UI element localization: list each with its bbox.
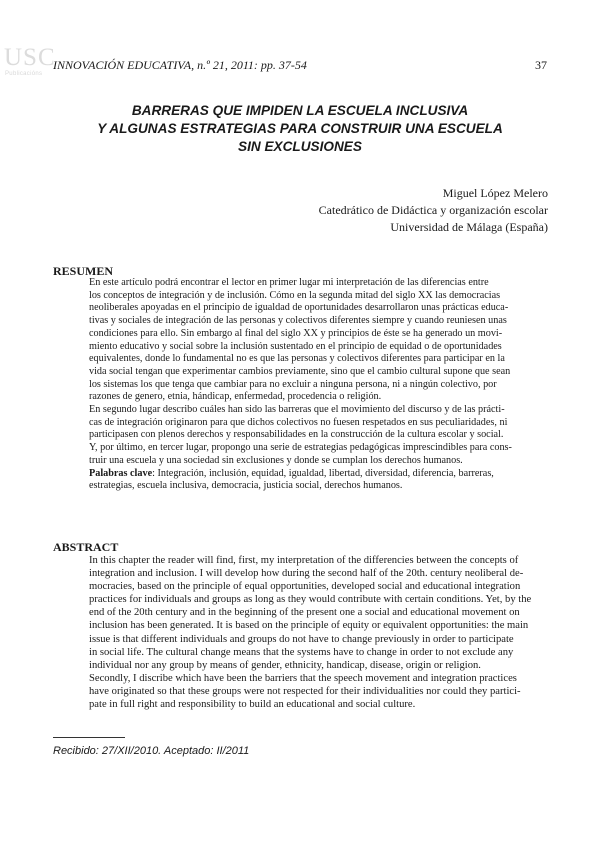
article-title [60,102,540,156]
page-number: 37 [535,58,547,72]
logo-subtext: Publicacións [5,71,43,77]
author-block [319,185,548,236]
author-institution: Universidad de Málaga (España) [390,220,548,234]
title-line: SIN EXCLUSIONES [238,139,362,154]
abstract-line: issue is that different individuals and groups do not have to change previously in order to participate [89,633,514,645]
resumen-line: miento educativo y social sobre la inclusión sustentado en el principio de equidad o de oportunidades [89,340,502,352]
journal-citation: INNOVACIÓN EDUCATIVA, n.º 21, 2011: pp. 37-54 [53,58,307,72]
abstract-line: integration and inclusion. I will develop how during the second half of the 20th. century neoliberal de- [89,568,524,580]
resumen-line: cas de integración originaron para que dichos colectivos no fuesen respetados en sus peculiaridades, ni [89,416,508,428]
resumen-line: En este artículo podrá encontrar el lector en primer lugar mi interpretación de las diferencias entre [89,277,489,288]
keywords-text: : Integración, inclusión, equidad, igualdad, libertad, diversidad, diferencia, barreras, [152,467,494,479]
abstract-line: individual nor any group by means of gender, ethnicity, handicap, disease, origin or religion. [89,659,481,671]
resumen-heading: RESUMEN [53,264,114,278]
title-line: BARRERAS QUE IMPIDEN LA ESCUELA INCLUSIVA [131,103,469,118]
resumen-line: truir una escuela y una sociedad sin exclusiones y donde se cumplan los derechos humanos. [89,454,463,466]
keywords-label: Palabras clave [89,467,153,479]
abstract-line: practices for individuals and groups as long as they would contribute with certain conditions. Yet, by the [89,594,532,606]
resumen-line: participasen con plenos derechos y responsabilidades en la construcción de la cultura escolar y social. [89,429,504,441]
resumen-body [89,277,547,493]
abstract-line: In this chapter the reader will find, first, my interpretation of the differencies between the concepts of [89,555,519,566]
abstract-line: in social life. The cultural change means that the systems have to change in order to not exclude any [89,646,514,658]
resumen-line: equivalentes, donde lo fundamental no es que las personas y colectivos diferentes para participar en la [89,353,505,365]
abstract-line: mocracies, based on the principle of equal opportunities, developed social and educational integration [89,581,521,593]
resumen-line: En segundo lugar describo cuáles han sido las barreras que el movimiento del discurso y de las prácti- [89,404,505,416]
resumen-line: condiciones para ello. Sin embargo al final del siglo XX y principios de éste se ha generado un movi- [89,327,503,339]
resumen-line: neoliberales apoyadas en el principio de igualdad de oportunidades desarrollaron unas prácticas educa- [89,302,509,314]
publisher-logo [2,44,56,82]
abstract-line: have originated so that these groups were not respected for their individualities nor could they partici- [89,685,521,697]
keywords-line-2: estrategias, escuela inclusiva, democracia, justicia social, derechos humanos. [89,480,403,492]
abstract-heading: ABSTRACT [53,540,119,554]
abstract-body [89,554,547,711]
running-head [53,58,547,74]
abstract-line: end of the 20th century and in the beginning of the present one a social and educational movement on [89,607,520,619]
title-line: Y ALGUNAS ESTRATEGIAS PARA CONSTRUIR UNA ESCUELA [97,121,503,136]
abstract-line: Secondly, I discribe which have been the barriers that the speech movement and integration practices [89,672,517,684]
logo-usc-text: USC [4,44,56,71]
abstract-line: pate in full right and responsibility to build an educational and social culture. [89,699,416,711]
footnote-rule [53,737,125,738]
resumen-line: razones de genero, etnia, hándicap, enfermedad, procedencia o religión. [89,391,382,403]
author-name: Miguel López Melero [442,186,548,200]
resumen-line: los sistemas los que tenga que cambiar para no excluir a ninguna persona, ni a ningún colectivo, por [89,378,497,390]
author-position: Catedrático de Didáctica y organización escolar [318,203,548,217]
received-accepted-note: Recibido: 27/XII/2010. Aceptado: II/2011 [53,745,250,757]
resumen-line: tivas y sociales de integración de las personas y colectivos diferentes siempre y cuando reuniesen unas [89,315,507,327]
abstract-line: inclusion has been generated. It is based on the principle of equity or equivalent opportunities: the main [89,620,529,632]
resumen-line: vida social tengan que experimentar cambios previamente, sino que el cambio cultural supone que sean [89,365,511,377]
resumen-line: Y, por último, en tercer lugar, propongo una serie de estrategias pedagógicas imprescindibles para cons- [89,442,512,454]
resumen-line: los conceptos de integración y de inclusión. Cómo en la segunda mitad del siglo XX las democracias [89,289,501,301]
keywords-line [89,468,547,481]
